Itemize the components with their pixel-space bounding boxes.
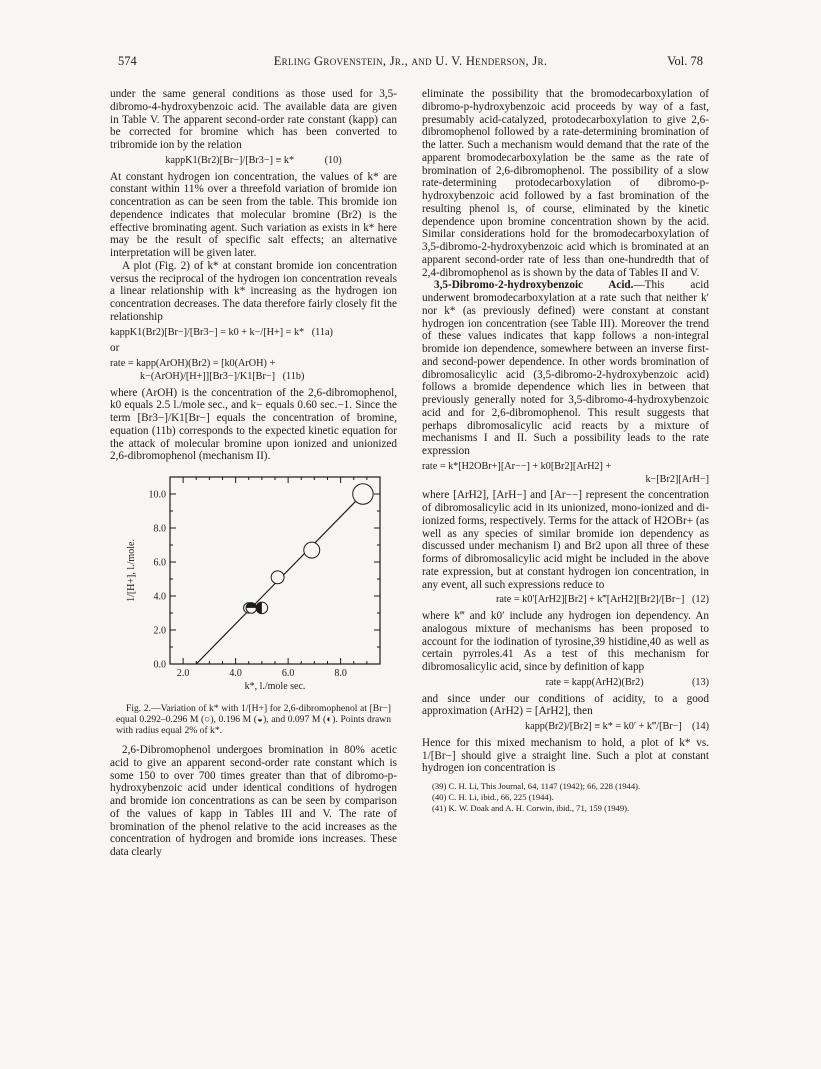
paragraph: and since under our conditions of acidity, to a good approximation (ArH2) = [ArH2], then [422, 692, 709, 718]
footnotes [422, 781, 709, 814]
footnote: (39) C. H. Li, This Journal, 64, 1147 (1942); 66, 228 (1944). [432, 781, 641, 791]
equation-number: (13) [692, 676, 709, 688]
equation-number: (11b) [282, 370, 305, 382]
equation-line: k−[Br2][ArH−] [645, 473, 709, 485]
y-tick-label: 2.0 [153, 625, 166, 637]
x-axis-label: k*, l./mole sec. [244, 681, 306, 692]
paragraph-text: —This acid underwent bromodecarboxylation at a rate such that neither k′ nor k* (as previously defined) were constant at constant hydrogen ion concentration (see Table III). Moreover the trend of these values indicates that kapp follows a non-integral bromide ion dependence, somewhere between an inverse first- and second-power dependence. In other words bromination of dibromosalicylic acid (3,5-dibromo-2-hydroxybenzoic acid) follows a bromide dependence which lies in between that previously generally noted for 3,5-dibromo-4-hydroxybenzoic acid and for 2,6-dibromophenol. This result suggests that perhaps dibromosalicylic acid reacts by a mixture of mechanisms I and II. Such a possibility leads to the rate expression [422, 279, 709, 457]
volume-label: Vol. 78 [667, 54, 703, 68]
equation-line: k−(ArOH)/[H+]][Br3−]/K1[Br−] [140, 370, 276, 382]
equation-text: rate = kapp(ArH2)(Br2) [545, 676, 644, 688]
running-header [118, 54, 703, 72]
equation-11a [110, 327, 397, 340]
section-paragraph [422, 279, 709, 458]
x-tick-label: 2.0 [176, 668, 190, 679]
footnote: (41) K. W. Doak and A. H. Corwin, ibid., 71, 159 (1949). [432, 803, 630, 813]
right-column [422, 88, 709, 814]
data-point-fill [256, 602, 262, 614]
paragraph: where [ArH2], [ArH−] and [Ar−−] represent the concentration of dibromosalicylic acid in its unionized, mono-ionized and di-ionized forms, respectively. Terms for the attack of H2OBr+ (as well as any species of similar bromide ion dependency as discussed under mechanism I) and Br2 upon all three of these forms of dibromosalicylic acid might be included in the above rate expression, but at constant hydrogen ion concentration, in any event, all such expressions reduce to [422, 489, 709, 591]
equation-11b [110, 358, 397, 384]
footnote: (40) C. H. Li, ibid., 66, 225 (1944). [432, 792, 554, 802]
page-number: 574 [118, 54, 137, 68]
paragraph: where (ArOH) is the concentration of the 2,6-dibromophenol, k0 equals 2.5 l./mole sec., and k− equals 0.60 sec.−1. Since the term [Br3−]/K1[Br−] equals the concentration of bromine, equation (11b) corresponds to the expected kinetic equation for the attack of molecular bromine upon ionized and unionized 2,6-dibromophenol (mechanism II). [110, 386, 397, 463]
figure-2-chart [110, 469, 397, 699]
x-tick-label: 6.0 [281, 668, 295, 679]
y-tick-label: 10.0 [148, 489, 166, 501]
left-column [110, 88, 397, 859]
paragraph: A plot (Fig. 2) of k* at constant bromide ion concentration versus the reciprocal of the hydrogen ion concentration reveals a linear relationship with k* increasing as the hydrogen ion concentration decreases. The data therefore fairly closely fit the relationship [110, 259, 397, 323]
equation-text: kappK1(Br2)[Br−]/[Br3−] = k0 + k−/[H+] = k* [110, 326, 305, 338]
y-tick-label: 6.0 [153, 557, 166, 569]
equation-text: kapp(Br2)/[Br2] ≡ k* = k0′ + k‴/[Br−] [525, 721, 682, 732]
paragraph: Hence for this mixed mechanism to hold, a plot of k* vs. 1/[Br−] should give a straight line. Such a plot at constant hydrogen ion concentration is [422, 736, 709, 775]
equation-text: kappK1(Br2)[Br−]/[Br3−] ≡ k* [165, 154, 295, 166]
equation-text: rate = k0′[ArH2][Br2] + k‴[ArH2][Br2]/[Br−] [496, 594, 685, 606]
figure-caption: Fig. 2.—Variation of k* with 1/[H+] for 2,6-dibromophenol at [Br−] equal 0.292–0.296 M (○), 0.196 M (◒), and 0.097 M (◐). Points drawn with radius equal 2% of k*. [116, 703, 391, 736]
x-tick-label: 4.0 [229, 668, 242, 679]
data-point-open [271, 571, 284, 584]
x-tick-label: 8.0 [334, 668, 347, 679]
section-heading: 3,5-Dibromo-2-hydroxybenzoic Acid. [434, 279, 634, 292]
equation-10 [110, 155, 397, 168]
y-tick-label: 8.0 [153, 523, 166, 535]
header-authors: Erling Grovenstein, Jr., and U. V. Henderson, Jr. [273, 54, 548, 68]
connector-text: or [110, 342, 120, 355]
equation-number: (14) [692, 721, 709, 732]
equation-number: (11a) [311, 326, 333, 338]
equation-13 [422, 677, 709, 690]
equation-14 [422, 721, 709, 734]
y-tick-label: 0.0 [153, 659, 166, 671]
equation-12 [422, 594, 709, 607]
equation-rate [422, 461, 709, 487]
equation-line: rate = kapp(ArOH)(Br2) = [k0(ArOH) + [110, 358, 276, 369]
paragraph: under the same general conditions as those used for 3,5-dibromo-4-hydroxybenzoic acid. The available data are given in Table V. The apparent second-order rate constant (kapp) can be corrected for bromine which has been converted to tribromide ion by the relation [110, 88, 397, 151]
equation-number: (10) [324, 154, 342, 166]
paragraph: 2,6-Dibromophenol undergoes bromination in 80% acetic acid to give an apparent second-order rate constant which is some 150 to over 700 times greater than that of dibromo-p-hydroxybenzoic acid under identical conditions of hydrogen and bromide ion concentrations as can be seen by comparison of the values of kapp in Tables III and V. The rate of bromination of the phenol relative to the acid increases as the concentration of hydrogen and bromide ions increases. These data clearly [110, 744, 397, 858]
equation-line: rate = k*[H2OBr+][Ar−−] + k0[Br2][ArH2] + [422, 460, 612, 472]
paragraph: eliminate the possibility that the bromodecarboxylation of dibromo-p-hydroxybenzoic acid proceeds by way of a fast, presumably acid-catalyzed, protodecarboxylation to give 2,6-dibromophenol followed by a rate-determining bromination of the latter. Such a mechanism would demand that the rate of the apparent bromodecarboxylation be the same as the rate of bromination of 2,6-dibromophenol. The possibility of a slow rate-determining protodecarboxylation of dibromo-p-hydroxybenzoic acid followed by a fast bromination of the resulting phenol is, of course, eliminated by the kinetic dependence upon bromine concentration shown by the acid. Similar considerations hold for the bromodecarboxylation of 3,5-dibromo-2-hydroxybenzoic acid which is brominated at an apparent second-order rate of less than one-hundredth that of 2,4-dibromophenol as is shown by the data of Tables II and V. [422, 88, 709, 279]
paragraph: At constant hydrogen ion concentration, the values of k* are constant within 11% over a threefold variation of bromide ion concentration as can be seen from the table. This bromide ion dependence indicates that molecular bromine (Br2) is the effective brominating agent. Such variation as exists in k* here may be the result of specific salt effects; an alternative interpretation will be given later. [110, 170, 397, 259]
equation-number: (12) [692, 594, 709, 606]
data-point-open [353, 484, 373, 504]
y-axis-label: 1/[H+], l./mole. [126, 539, 137, 602]
paragraph: where k‴ and k0′ include any hydrogen ion dependency. An analogous mixture of mechanisms has been proposed to account for the iodination of tyrosine,39 histidine,40 as well as certain pyrroles.41 As a test of this mechanism for dibromosalicylic acid, since by definition of kapp [422, 610, 709, 673]
data-point-open [304, 542, 320, 558]
figure-2 [110, 469, 397, 699]
y-tick-label: 4.0 [153, 591, 166, 603]
plot-frame [170, 477, 380, 664]
